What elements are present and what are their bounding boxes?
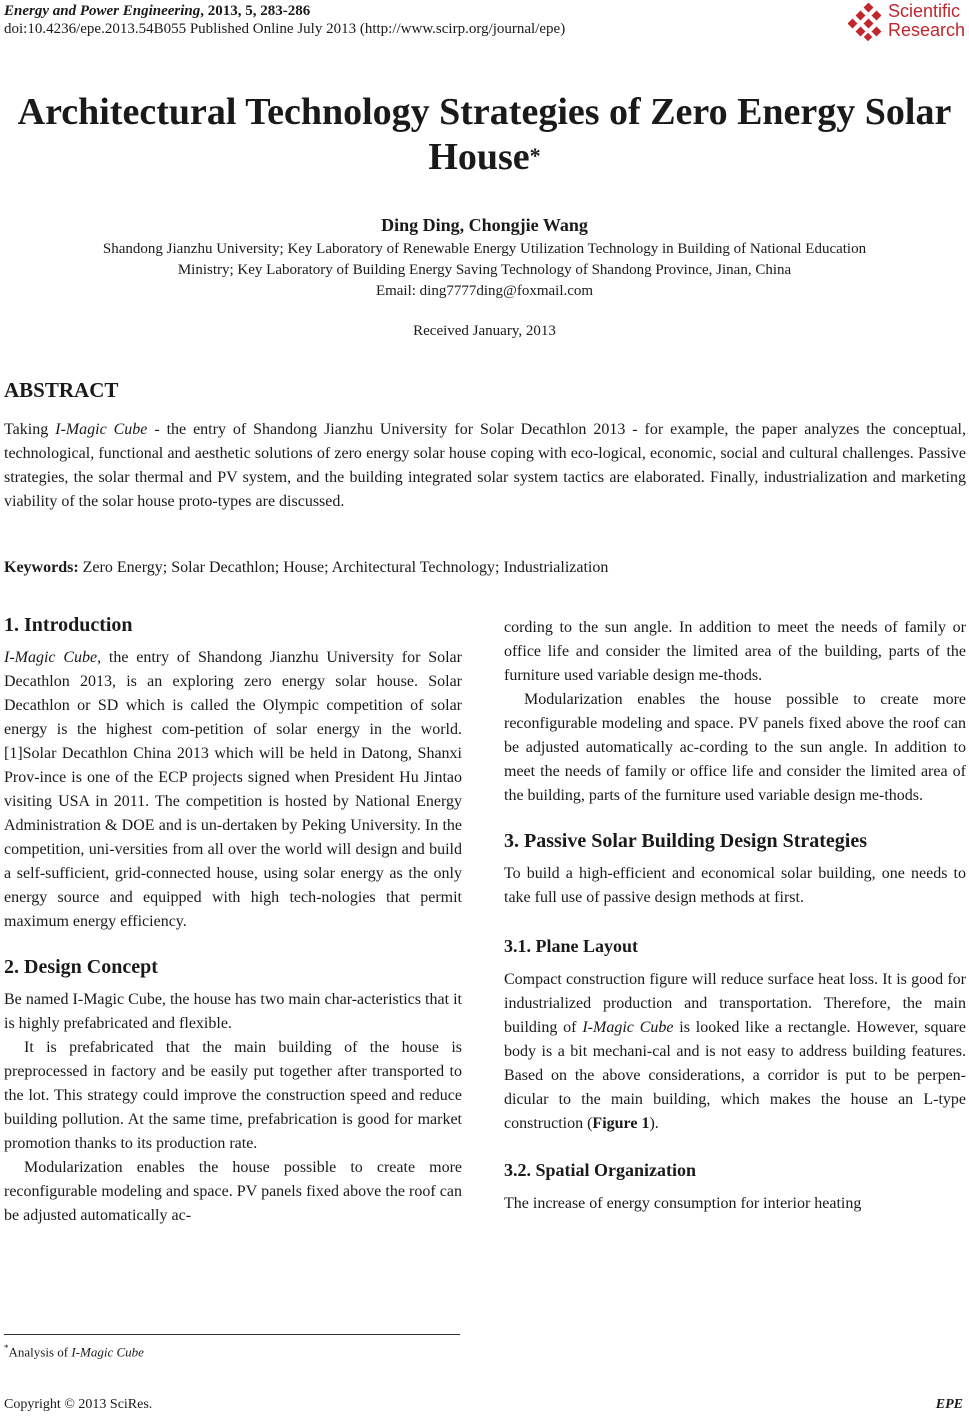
paper-title-line2 bbox=[0, 135, 969, 180]
publisher-logo bbox=[848, 0, 968, 42]
plane-project-name: I-Magic Cube bbox=[582, 1019, 674, 1036]
figure-1-reference[interactable]: Figure 1 bbox=[592, 1115, 650, 1132]
plane-text-a: Compact construction figure will reduce surface heat loss. It is good for industrialized production and transportation. Therefore, the main building of bbox=[504, 971, 966, 1036]
right-column bbox=[504, 616, 966, 1216]
section-heading-passive-strategies: 3. Passive Solar Building Design Strategies bbox=[504, 830, 867, 852]
keywords bbox=[4, 556, 966, 580]
plane-text-c: ). bbox=[649, 1115, 659, 1132]
intro-project-name: I-Magic Cube, bbox=[4, 649, 102, 666]
affiliation-line2: Ministry; Key Laboratory of Building Energy Saving Technology of Shandong Province, Jinan, China bbox=[177, 262, 792, 278]
subsection-heading-spatial-organization: 3.2. Spatial Organization bbox=[504, 1160, 697, 1180]
footnote-marker: * bbox=[4, 1343, 9, 1353]
design-paragraph-3: Modularization enables the house possible to create more reconfigurable modeling and space. PV panels fixed above the roof can be adjusted automatically ac- bbox=[4, 1159, 462, 1224]
footnote bbox=[4, 1339, 144, 1361]
title-footnote-marker: * bbox=[529, 143, 541, 168]
keywords-text: Zero Energy; Solar Decathlon; House; Architectural Technology; Industrialization bbox=[78, 559, 609, 576]
journal-volume-pages: , 2013, 5, 283-286 bbox=[200, 3, 311, 19]
received-date: Received January, 2013 bbox=[413, 323, 556, 339]
footnote-text: Analysis of bbox=[8, 1344, 72, 1360]
footnote-divider bbox=[4, 1334, 460, 1335]
doi-line: doi:10.4236/epe.2013.54B055 Published Online July 2013 (http://www.scirp.org/journal/epe) bbox=[4, 21, 566, 37]
spatial-paragraph: The increase of energy consumption for interior heating bbox=[504, 1195, 862, 1212]
authors: Ding Ding, Chongjie Wang bbox=[381, 215, 588, 235]
design-paragraph-1: Be named I-Magic Cube, the house has two main char-acteristics that it is highly prefabricated and flexible. bbox=[4, 991, 462, 1032]
journal-citation bbox=[4, 2, 310, 21]
design-paragraph-2: It is prefabricated that the main building of the house is preprocessed in factory and be easily put together after transported to the lot. This strategy could improve the construction speed and reduce building pollution. At the same time, prefabrication is good for market promotion thanks to its production rate. bbox=[4, 1039, 462, 1152]
keywords-label: Keywords: bbox=[4, 559, 79, 576]
subsection-heading-plane-layout: 3.1. Plane Layout bbox=[504, 936, 639, 956]
section-heading-introduction: 1. Introduction bbox=[4, 614, 133, 636]
abstract-project-name: I-Magic Cube bbox=[55, 421, 148, 438]
journal-name: Energy and Power Engineering bbox=[4, 3, 201, 19]
abstract-text: - the entry of Shandong Jianzhu University for Solar Decathlon 2013 - for example, the paper analyzes the conceptual, technological, functional and aesthetic solutions of zero energy solar house coping with eco-logical, economic, social and cultural challenges. Passive strategies, the solar thermal and PV system, and the building integrated solar system tactics are elaborated. Finally, industrialization and marketing viability of the solar house proto-types are discussed. bbox=[4, 421, 967, 510]
plane-text-b: is looked like a rectangle. However, square body is a bit mechani-cal and is not easy to address building features. Based on the above considerations, a corridor is put to be perpen-dicular to the main building, which makes the house an L-type construction ( bbox=[504, 1019, 966, 1132]
paper-title-word: House bbox=[428, 136, 530, 178]
left-column bbox=[4, 612, 462, 1228]
plane-layout-paragraph bbox=[504, 968, 966, 1136]
paper-title-line1: Architectural Technology Strategies of Zero Energy Solar bbox=[17, 91, 952, 133]
abstract-lead: Taking bbox=[4, 421, 56, 438]
logo-word-scientific: Scientific bbox=[888, 1, 961, 21]
design-continuation-paragraph: cording to the sun angle. In addition to meet the needs of family or office life and consider the limited area of the building, parts of the furniture used variable design me-thods. bbox=[504, 619, 966, 684]
logo-word-research: Research bbox=[888, 20, 966, 40]
passive-paragraph: To build a high-efficient and economical solar building, one needs to take full use of passive design methods at first. bbox=[504, 865, 966, 906]
intro-text: the entry of Shandong Jianzhu University for Solar Decathlon 2013, is an exploring zero energy solar house. Solar Decathlon or SD which is called the Olympic competition of solar energy is the highest com-petition of solar energy in the world. [1]Solar Decathlon China 2013 which will be held in Datong, Shanxi Prov-ince is one of the ECP projects signed when President Hu Jintao visiting USA in 2011. The competition is hosted by National Energy Administration & DOE and is un-dertaken by Peking University. In the competition, uni-versities from all over the world will design and build a self-sufficient, grid-connected house, using solar energy as the only energy source and equipped with high tech-nologies that permit maximum energy efficiency. bbox=[4, 649, 462, 930]
affiliation-line1: Shandong Jianzhu University; Key Laboratory of Renewable Energy Utilization Technology in Building of National Education bbox=[102, 241, 867, 257]
scientific-research-logo-icon bbox=[848, 3, 886, 41]
abstract-heading: ABSTRACT bbox=[4, 378, 119, 402]
introduction-paragraph bbox=[4, 646, 462, 934]
journal-abbreviation: EPE bbox=[935, 1397, 963, 1412]
copyright-notice: Copyright © 2013 SciRes. bbox=[4, 1397, 153, 1412]
modularization-paragraph: Modularization enables the house possible to create more reconfigurable modeling and space. PV panels fixed above the roof can be adjusted automatically ac-cording to the sun angle. In addition to meet the needs of family or office life and consider the limited area of the building, parts of the furniture used variable design me-thods. bbox=[504, 691, 966, 804]
abstract-body bbox=[4, 418, 966, 514]
footnote-project-name: I-Magic Cube bbox=[71, 1344, 144, 1360]
section-heading-design-concept: 2. Design Concept bbox=[4, 956, 158, 978]
author-email: Email: ding7777ding@foxmail.com bbox=[375, 283, 594, 299]
